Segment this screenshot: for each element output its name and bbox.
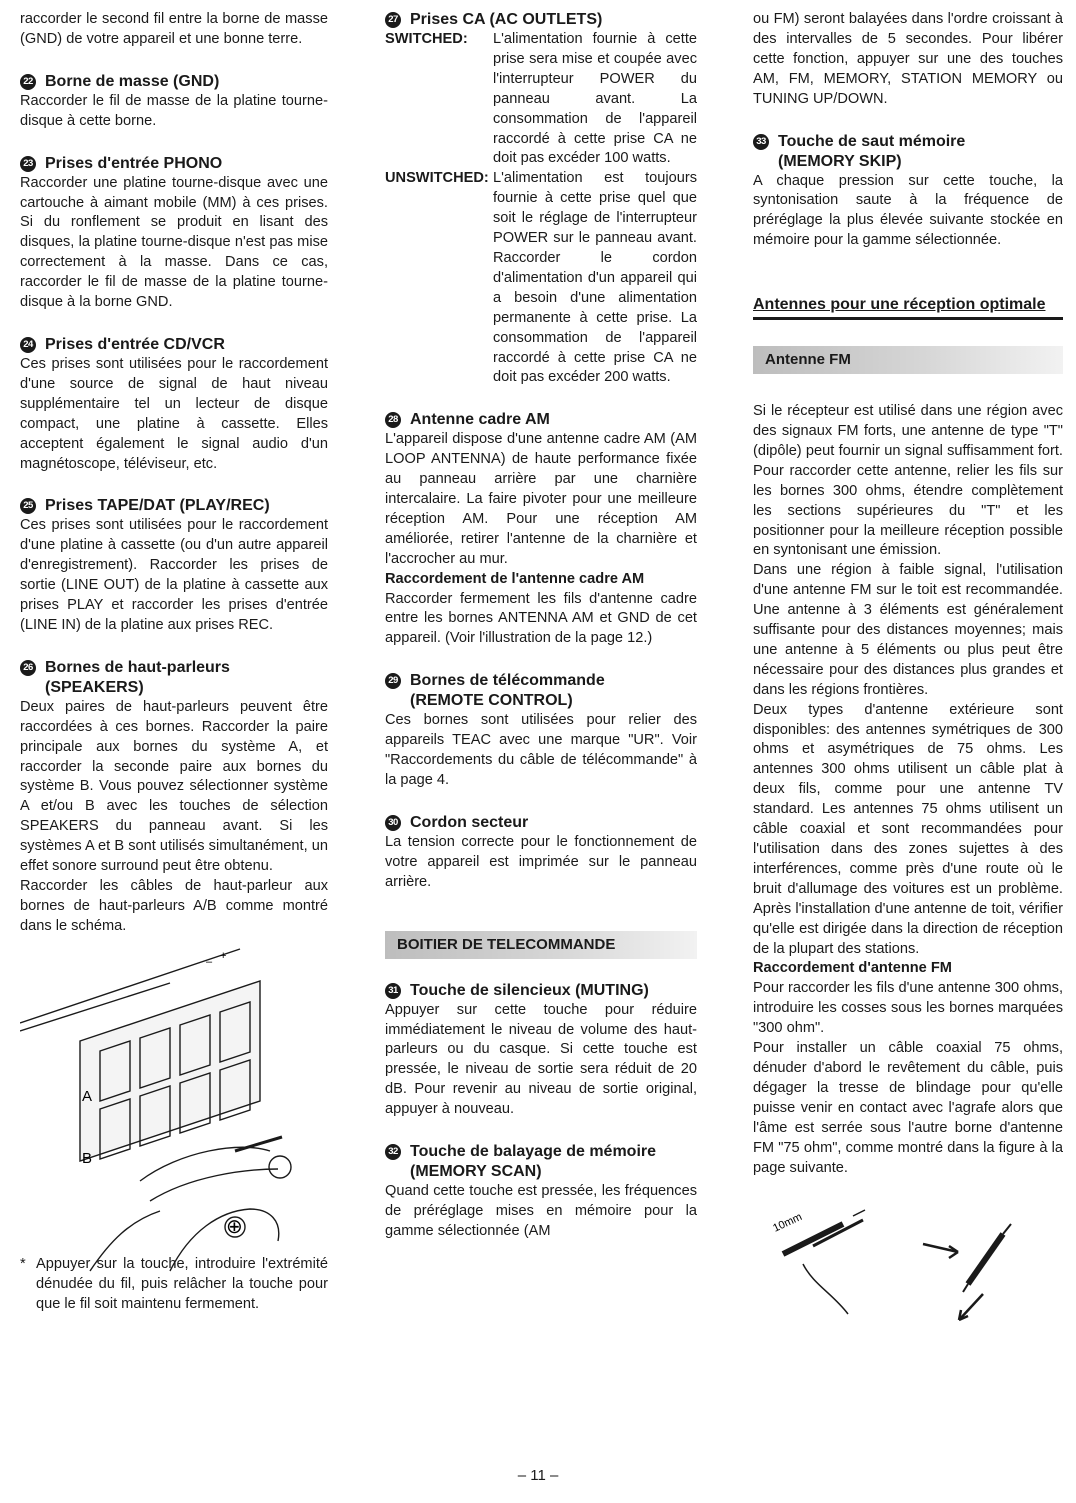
heading-speakers: 26 Bornes de haut-parleurs (SPEAKERS) [20, 658, 328, 698]
banner-remote-control: BOITIER DE TELECOMMANDE [385, 931, 697, 959]
section-number-badge: 32 [385, 1144, 401, 1160]
heading-am-loop-antenna: 28 Antenne cadre AM [385, 410, 697, 430]
section-number-badge: 24 [20, 337, 36, 353]
paragraph-fm-4: Pour raccorder les fils d'une antenne 300 ohms, introduire les cosses sous les bornes marquées "300 ohm". [753, 980, 1063, 1037]
paragraph-remote-terminals: Ces bornes sont utilisées pour relier des appareils TEAC avec une marque "UR". Voir "Raccordements du câble de télécommande" à la page 4. [385, 712, 697, 788]
heading-remote-control-terminals: 29 Bornes de télécommande (REMOTE CONTROL) [385, 671, 697, 711]
paragraph-cd-vcr: Ces prises sont utilisées pour le raccordement d'une source de signal de haut niveau supplémentaire tel un lecteur de disque compact, une platine à cassette. Elles acceptent également le signal audio d'un magnétoscope, téléviseur, etc. [20, 355, 328, 472]
paragraph-memory-skip: A chaque pression sur cette touche, la syntonisation saute à la fréquence de préréglage la plus élevée suivante stockée en mémoire pour la gamme sélectionnée. [753, 172, 1063, 249]
heading-memory-skip: 33 Touche de saut mémoire (MEMORY SKIP) [753, 132, 1063, 172]
section-number-badge: 28 [385, 412, 401, 428]
polarity-plus: + [220, 949, 227, 962]
heading-ground-terminal: 22 Borne de masse (GND) [20, 72, 328, 92]
footnote: * Appuyer sur la touche, introduire l'extrémité dénudée du fil, puis relâcher la touche pour que le fil soit maintenu fermement. [20, 1255, 328, 1312]
column-left [20, 10, 328, 1314]
column-middle [385, 10, 697, 1242]
section-number-badge: 26 [20, 660, 36, 676]
heading-cd-vcr-inputs: 24 Prises d'entrée CD/VCR [20, 335, 328, 355]
section-number-badge: 27 [385, 12, 401, 28]
section-number-badge: 31 [385, 983, 401, 999]
heading-phono-inputs: 23 Prises d'entrée PHONO [20, 154, 328, 174]
paragraph-ground: Raccorder le fil de masse de la platine tourne-disque à cette borne. [20, 92, 328, 129]
paragraph-am-loop: L'appareil dispose d'une antenne cadre AM (AM LOOP ANTENNA) de haute performance fixée au panneau arrière par une charnière intercalaire. La faire pivoter pour une meilleure réception AM. Pour une réception AM améliorée, retirer l'antenne de la charnière et l'accrocher au mur. [385, 431, 697, 567]
banner-fm-antenna: Antenne FM [753, 346, 1063, 374]
coax-cable-illustration [753, 1194, 1063, 1324]
terminal-label-a: A [82, 1087, 93, 1105]
paragraph-memory-scan: Quand cette touche est pressée, les fréquences de préréglage mises en mémoire pour la gamme sélectionnée (AM [385, 1183, 697, 1239]
heading-tape-dat: 25 Prises TAPE/DAT (PLAY/REC) [20, 496, 328, 516]
paragraph-phono: Raccorder une platine tourne-disque avec une cartouche à aimant mobile (MM) à ces prises. Si du ronflement se produit en lisant des disques, la platine tourne-disque n'est pas mise correctement à la masse. Dans ce cas, raccorder le fil de masse de la platine tourne-disque à la borne GND. [20, 174, 328, 311]
paragraph-muting: Appuyer sur cette touche pour réduire immédiatement le niveau de volume des haut-parleurs ou du casque. Si cette touche est pressée, le niveau de sortie sera réduit de 20 dB. Pour revenir au niveau de sortie original, appuyer à nouveau. [385, 1001, 697, 1118]
paragraph-fm-3: Deux types d'antenne extérieure sont disponibles: des antennes symétriques de 300 ohms et asymétriques de 75 ohms. Les antennes 300 ohms utilisent un câble plat à deux fils, comme pour une antenne TV standard. Les antennes 75 ohms utilisent un câble coaxial et sont recommandées pour l'utilisation dans des zones sujettes à des interférences, comme près d'une route où le bruit d'allumage des voitures est un problème. Après l'installation d'une antenne de toit, vérifier qu'elle est dirigée dans la direction de réception de la plupart des stations. [753, 701, 1063, 957]
switched-definition: SWITCHED: L'alimentation fournie à cette prise sera mise et coupée avec l'interrupteur POWER du panneau avant. La consommation de l'appareil raccordé à cette prise CA ne doit pas excéder 100 watts. [385, 31, 697, 167]
polarity-minus: – [206, 955, 213, 968]
paragraph-fm-1: Si le récepteur est utilisé dans une région avec des signaux FM forts, une antenne de type "T" (dipôle) peut fournir un signal suffisamment fort. Pour raccorder cette antenne, relier les fils sur les bornes 300 ohms, étendre complètement les sections supérieures du "T" et les positionner pour la meilleure réception possible en syntonisant une émission. [753, 403, 1063, 559]
paragraph-power-cord: La tension correcte pour le fonctionnement de votre appareil est imprimée sur le panneau arrière. [385, 833, 697, 890]
page-number: – 11 – [517, 1467, 559, 1484]
section-number-badge: 23 [20, 156, 36, 172]
paragraph-intro: raccorder le second fil entre la borne de masse (GND) de votre appareil et une bonne terre. [20, 11, 328, 47]
section-number-badge: 25 [20, 498, 36, 514]
paragraph-fm-2: Dans une région à faible signal, l'utilisation d'une antenne FM sur le toit est recommandée. Une antenne à 3 éléments est généralement suffisante pour des distances moyennes; mais une antenne à 5 éléments ou plus peut être nécessaire pour des distances plus grandes et dans les régions frontières. [753, 562, 1063, 698]
paragraph-speakers-2: Raccorder les câbles de haut-parleur aux bornes de haut-parleurs A/B comme montré dans le schéma. [20, 878, 328, 934]
paragraph-am-loop-connection: Raccorder fermement les fils d'antenne cadre entre les bornes ANTENNA AM et GND de cet appareil. (Voir l'illustration de la page 12.) [385, 590, 697, 647]
section-title-antennas: Antennes pour une réception optimale [753, 295, 1063, 320]
speaker-terminal-illustration [20, 941, 328, 1281]
paragraph-fm-5: Pour installer un câble coaxial 75 ohms, dénuder d'abord le revêtement du câble, puis dégager la tresse de blindage pour qu'elle puisse venir en contact avec l'agrafe alors que l'âme est serrée sous l'autre borne d'antenne FM "75 ohm", comme montré dans la figure à la page suivante. [753, 1040, 1063, 1176]
heading-power-cord: 30 Cordon secteur [385, 813, 697, 833]
section-number-badge: 33 [753, 134, 769, 150]
strip-length-label: 10mm [771, 1211, 804, 1236]
plus-symbol: ⊕ [226, 1215, 243, 1238]
heading-ac-outlets: 27 Prises CA (AC OUTLETS) [385, 10, 697, 30]
subheading-fm-connection: Raccordement d'antenne FM [753, 960, 952, 977]
section-number-badge: 30 [385, 815, 401, 831]
paragraph-memory-scan-continued: ou FM) seront balayées dans l'ordre croissant à des intervalles de 5 secondes. Pour libérer cette fonction, appuyer sur une des touches AM, FM, MEMORY, STATION MEMORY ou TUNING UP/DOWN. [753, 11, 1063, 107]
section-number-badge: 22 [20, 74, 36, 90]
paragraph-tape-dat: Ces prises sont utilisées pour le raccordement d'une platine à cassette (ou d'un autre appareil d'enregistrement). Raccorder les prises de sortie (LINE OUT) de la platine à cassette aux prises PLAY et raccorder les prises d'entrée (LINE IN) de la platine aux prises REC. [20, 517, 328, 633]
heading-memory-scan: 32 Touche de balayage de mémoire (MEMORY SCAN) [385, 1142, 697, 1182]
column-right [753, 10, 1063, 1324]
subheading-am-loop-connection: Raccordement de l'antenne cadre AM [385, 570, 645, 587]
section-number-badge: 29 [385, 673, 401, 689]
unswitched-definition: UNSWITCHED: L'alimentation est toujours fournie à cette prise quel que soit le réglage de l'interrupteur POWER sur le panneau avant. Raccorder le cordon d'alimentation d'un appareil qui a besoin d'une alimentation permanente à cette prise. La consommation de l'appareil raccordé à cette prise CA ne doit pas excéder 200 watts. [385, 170, 697, 386]
paragraph-speakers-1: Deux paires de haut-parleurs peuvent être raccordées à ces bornes. Raccorder la paire principale aux bornes du système A, et raccorder la seconde paire aux bornes du système B. Vous pouvez sélectionner système A et/ou B avec les touches de sélection SPEAKERS du panneau avant. Si les systèmes A et B sont utilisés simultanément, un effet sonore surround peut être obtenu. [20, 698, 328, 875]
heading-muting: 31 Touche de silencieux (MUTING) [385, 981, 697, 1001]
terminal-label-b: B [82, 1149, 93, 1167]
